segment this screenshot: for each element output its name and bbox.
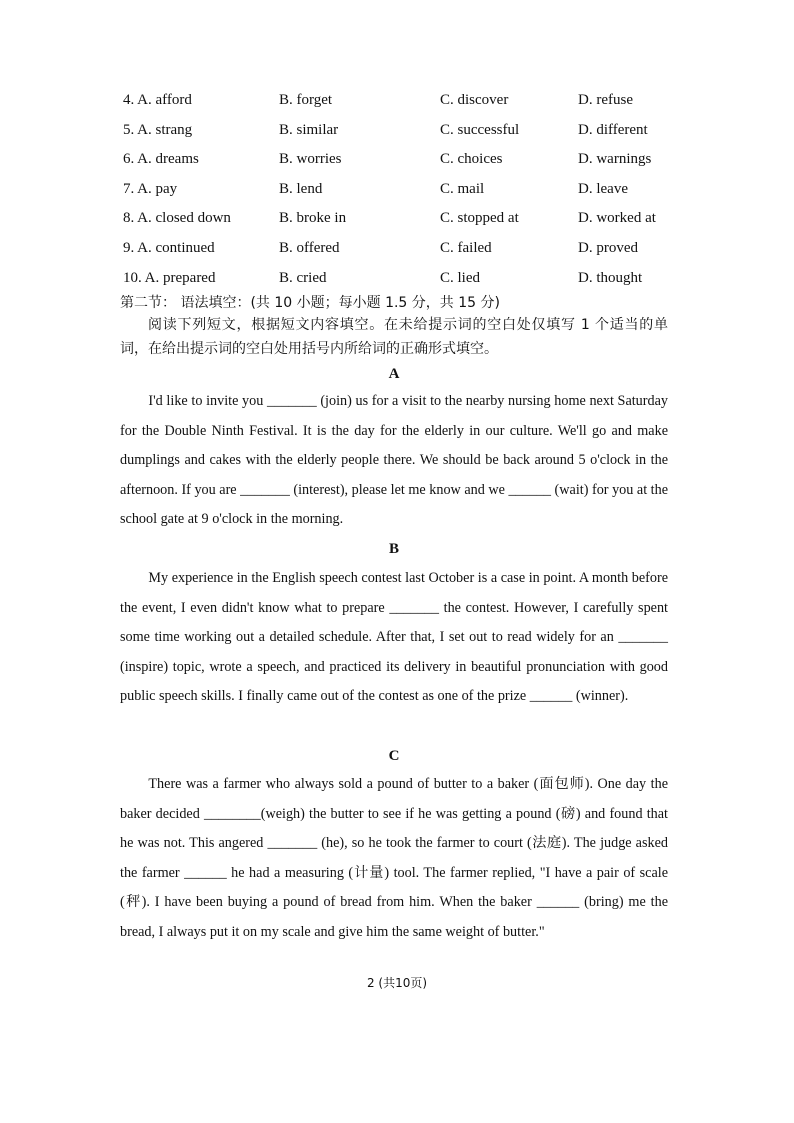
- option-row-5: [120, 116, 680, 146]
- option-c: C. lied: [440, 269, 480, 286]
- option-d: D. thought: [578, 269, 643, 286]
- option-c: C. successful: [440, 121, 520, 138]
- passage-a: I'd like to invite you _______ (join) us for a visit to the nearby nursing home next Saturday for the Double Ninth Festival. It is the day for the elderly in our culture. We'll go and make dumplings and cakes with the elderly people there. We should be back around 5 o'clock in the afternoon. If you are _______ (interest), please let me know and we ______ (wait) for you at the school gate at 9 o'clock in the morning.: [120, 393, 669, 527]
- passage-c: There was a farmer who always sold a pound of butter to a baker (面包师). One day the baker decided ________(weigh) the butter to see if he was getting a pound (磅) and found that he was not. This angered _______ (he), so he took the farmer to court (法庭). The judge asked the farmer ______ he had a measuring (计量) tool. The farmer replied, "I have a pair of scale (秤). I have been buying a pound of bread from him. When the baker ______ (bring) me the bread, I always put it on my scale and give him the same weight of butter.": [120, 776, 668, 940]
- passage-label-c: C: [388, 748, 400, 764]
- option-d: D. worked at: [578, 210, 656, 227]
- option-row-7: [120, 175, 680, 205]
- option-c: C. choices: [440, 151, 503, 168]
- option-d: D. proved: [578, 239, 638, 256]
- option-row-8: [120, 204, 680, 234]
- page-number: 2 (共10页): [366, 976, 428, 990]
- option-a: 5. A. strang: [123, 121, 193, 138]
- option-a: 7. A. pay: [123, 180, 178, 197]
- option-b: B. worries: [279, 151, 342, 168]
- section-title: 第二节： 语法填空：(共 10 小题；每小题 1.5 分，共 15 分): [120, 295, 500, 311]
- option-b: B. broke in: [279, 210, 347, 227]
- passage-label-b: B: [388, 541, 399, 557]
- option-d: D. refuse: [578, 92, 633, 108]
- option-c: C. stopped at: [440, 210, 519, 227]
- option-a: 6. A. dreams: [123, 151, 199, 168]
- option-c: C. discover: [440, 92, 509, 108]
- section-instructions: 阅读下列短文，根据短文内容填空。在未给提示词的空白处仅填写 1 个适当的单词，在给出提示词的空白处用括号内所给词的正确形式填空。: [120, 317, 668, 357]
- option-row-4: [120, 86, 680, 116]
- option-a: 4. A. afford: [123, 92, 192, 108]
- option-row-10: [120, 264, 680, 294]
- option-a: 10. A. prepared: [123, 269, 216, 286]
- option-b: B. cried: [279, 269, 327, 286]
- option-row-9: [120, 234, 680, 264]
- option-c: C. failed: [440, 239, 492, 256]
- option-a: 9. A. continued: [123, 239, 215, 256]
- option-a: 8. A. closed down: [123, 210, 231, 227]
- options-table: [120, 86, 680, 293]
- option-d: D. warnings: [578, 151, 652, 168]
- option-d: D. different: [578, 121, 648, 138]
- passage-b: My experience in the English speech contest last October is a case in point. A month before the event, I even didn't know what to prepare _______ the contest. However, I carefully spent some time working out a detailed schedule. After that, I set out to read widely for an _______ (inspire) topic, wrote a speech, and practiced its delivery in beautiful pronunciation with good public speech skills. I finally came out of the contest as one of the prize ______ (winner).: [120, 570, 668, 704]
- option-row-6: [120, 145, 680, 175]
- option-b: B. lend: [279, 180, 323, 197]
- option-d: D. leave: [578, 180, 628, 197]
- option-c: C. mail: [440, 180, 485, 197]
- option-b: B. offered: [279, 239, 340, 256]
- passage-label-a: A: [388, 366, 400, 382]
- option-b: B. similar: [279, 121, 339, 138]
- option-b: B. forget: [279, 92, 333, 108]
